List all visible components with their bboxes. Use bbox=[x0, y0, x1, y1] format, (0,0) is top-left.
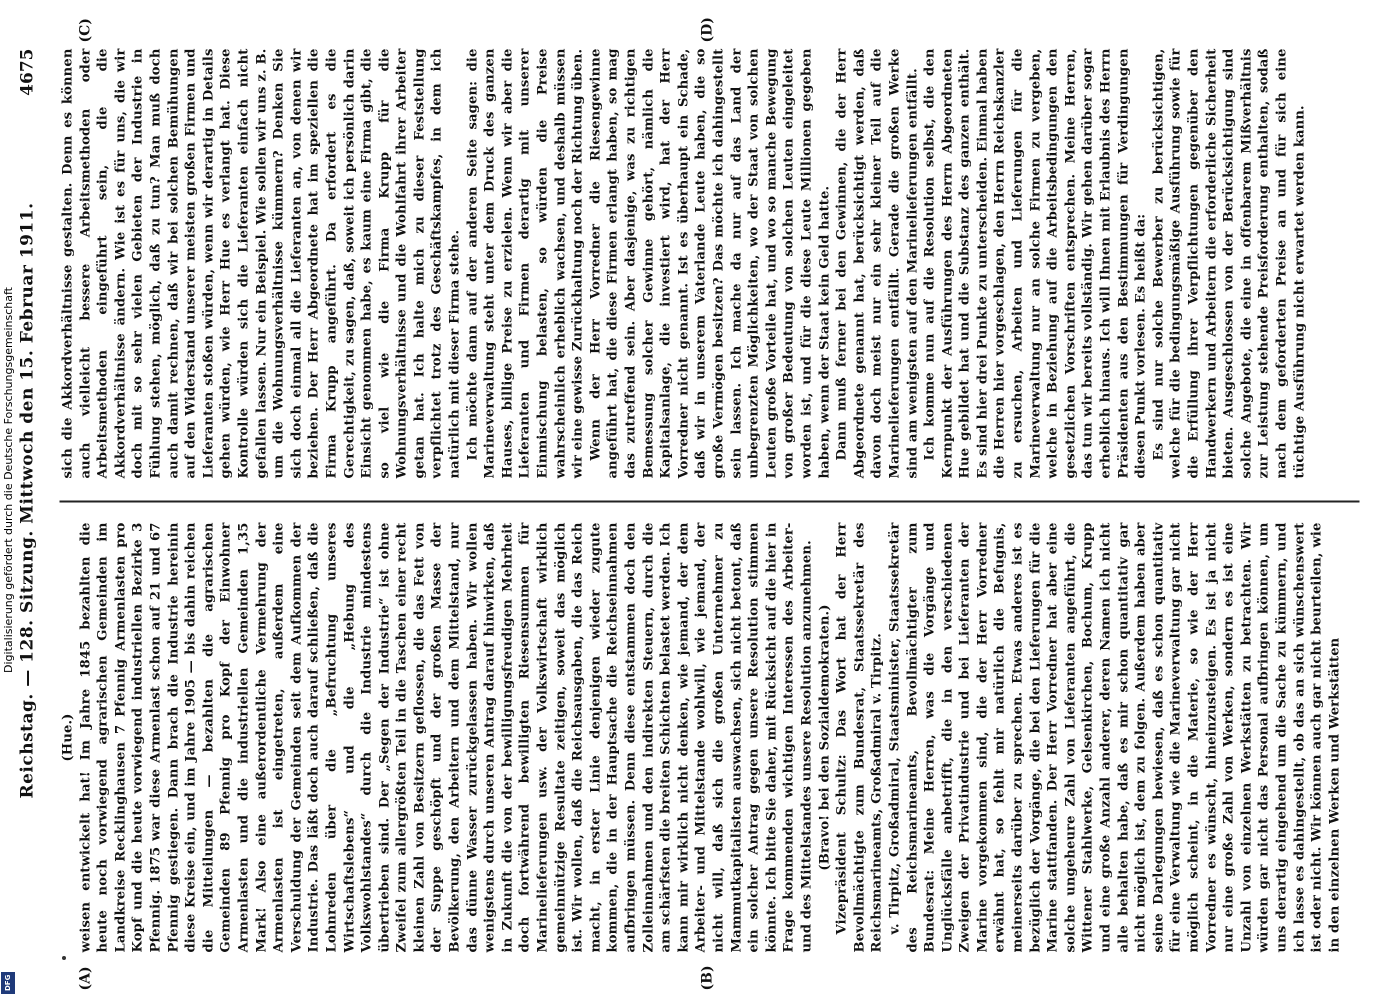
paragraph: weisen entwickelt hat! Im Jahre 1845 bezahlten die heute noch vorwiegend agrarischen Gemeinden im Landkreise Recklinghausen 7 Pfennig Armenlasten pro Kopf und die heute vorwiegend industriellen Bezirke 3 Pfennig. 1875 war diese Armenlast schon auf 21 und 67 Pfennig gestiegen. Dann brach die Industrie hereinin diese Kreise ein, und im Jahre 1905 — bis dahin reichen die Mitteilungen — bezahlten die agrarischen Gemeinden 89 Pfennig pro Kopf der Einwohner Armenlasten und die industriellen Gemeinden 1,35 Mark! Also eine außerordentliche Vermehrung der Armenlasten ist eingetreten, außerdem eine Verschuldung der Gemeinden seit dem Aufkommen der Industrie. Das läßt doch auch darauf schließen, daß die Lohnreden über die „Befruchtung unseres Wirtschaftslebens“ und die „Hebung des Volkswohlstandes“ durch die Industrie mindestens übertrieben sind. Der „Segen der Industrie“ ist ohne Zweifel zum allergrößten Teil in die Taschen einer recht kleinen Zahl von Besitzern geflossen, die das Fett von der Suppe geschöpft und der großen Masse der Bevölkerung, den Arbeitern und dem Mittelstand, nur das dünne Wasser zurückgelassen haben. Wir wollen wenigstens durch unseren Antrag darauf hinwirken, daß in Zukunft die von der bewilligungsfreudigen Mehrheit doch fortwährend bewilligten Riesensummen für Marinelieferungen usw. der Volkswirtschaft wirklich gemeinnützige Resultate zeitigen, soweit das möglich ist. Wir wollen, daß die Reichsausgaben, die das Reich macht, in erster Linie denjenigen wieder zugute kommen, die in der Hauptsache die Reichseinnahmen aufbringen müssen. Denn diese entstammen doch den Zolleinnahmen und den indirekten Steuern, durch die am schärfsten die breiten Schichten belastet werden. Ich kann mir wirklich nicht denken, wie jemand, der dem Arbeiter- und Mittelstande wohlwill, wie jemand, der nicht will, daß sich die großen Unternehmer zu Mammutkapitalisten auswachsen, sich nicht betont, daß ein solcher Antrag gegen unsere Resolution stimmen könnte. Ich bitte Sie daher, mit Rücksicht auf die hier in Frage kommenden wichtigen Interessen des Arbeiter- und des Mittelstandes unsere Resolution anzunehmen. bbox=[78, 522, 815, 953]
paragraph: Ich möchte dann auf der anderen Seite sagen: die Marineverwaltung steht unter dem Druck des ganzen Hauses, billige Preise zu erzielen. Wenn wir aber die Lieferanten und Firmen derartig mit unserer Einmischung belasten, so würden die Preise wahrscheinlich erheblich wachsen, und deshalb müssen wir eine gewisse Zurückhaltung noch der Richtung üben. bbox=[465, 48, 586, 479]
digitization-credit: Digitalisierung gefördert durch die Deutsche Forschungsgemeinschaft bbox=[2, 287, 15, 673]
margin-marker-c: (C) bbox=[77, 18, 94, 43]
paragraph: Dann muß ferner bei den Gewinnen, die der Herr Abgeordnete genannt hat, berücksichtigt werden, daß davon doch meist nur ein sehr kleiner Teil auf die Marinelieferungen entfällt. Gerade die großen Werke sind am wenigsten auf den Marinelieferungen entfällt. bbox=[834, 48, 920, 479]
speaker-tag: (Hue.) bbox=[60, 713, 76, 762]
paragraph: Ich komme nun auf die Resolution selbst, die den Kernpunkt der Ausführungen des Herrn Abgeordneten Hue gebildet hat und die Substanz des ganzen enthält. Es sind hier drei Punkte zu unterscheiden. Einmal haben die Herren hier vorgeschlagen, den Herrn Reichskanzler zu ersuchen, Arbeiten und Lieferungen für die Marineverwaltung nur an solche Firmen zu vergeben, welche in Beziehung auf die Arbeitsbedingungen den gesetzlichen Vorschriften entsprechen. Meine Herren, das tun wir bereits vollständig. Wir gehen darüber sogar erheblich hinaus. Ich will Ihnen mit Erlaubnis des Herrn Präsidenten aus den Bestimmungen für Verdingungen diesen Punkt vorlesen. Es heißt da: bbox=[922, 48, 1149, 479]
dfg-logo-icon: DFG bbox=[1, 972, 15, 994]
paragraph: sich die Akkordverhältnisse gestalten. Denn es können auch vielleicht bessere Arbeitsmethoden oder Arbeitsmethoden eingeführt sein, die die Akkordverhältnisse ändern. Wie ist es für uns, die wir doch mit so sehr vielen Gebieten der Industrie in Fühlung stehen, möglich, daß zu tun? Man muß doch auch damit rechnen, daß wir bei solchen Bemühungen auf den Widerstand unserer meisten großen Firmen und Lieferanten stoßen würden, wenn wir derartig in Details gehen würden, wie Herr Hue es verlangt hat. Diese Kontrolle würden sich die Lieferanten einfach nicht gefallen lassen. Nur ein Beispiel. Wie sollen wir uns z. B. um die Wohnungsverhältnisse kümmern? Denken Sie sich doch einmal all die Lieferanten an, von denen wir beziehen. Der Herr Abgeordnete hat im speziellen die Firma Krupp angeführt. Da erfordert es die Gerechtigkeit, zu sagen, daß, soweit ich persönlich darin Einsicht genommen habe, es kaum eine Firma gibt, die so viel wie die Firma Krupp für die Wohnungsverhältnisse und die Wohlfahrt ihrer Arbeiter getan hat. Ich halte mich zu dieser Feststellung verpflichtet trotz des Geschäftskampfes, in dem ich natürlich mit dieser Firma stehe. bbox=[60, 48, 463, 479]
margin-marker-b: (B) bbox=[699, 965, 716, 991]
applause-note: (Bravo! bei den Sozialdemokraten.) bbox=[817, 604, 833, 871]
right-column bbox=[60, 49, 1360, 479]
column-divider bbox=[60, 501, 1360, 503]
paragraph: Wenn der Herr Vorredner die Riesengewinne angeführt hat, die diese Firmen erlangt haben, so mag das zutreffend sein. Aber dasjenige, was zu richtigen Bemessung solcher Gewinne gehört, nämlich die Kapitalsanlage, die investiert wird, hat der Herr Vorredner nicht genannt. Ist es überhaupt ein Schade, daß wir in unserem Vaterlande Leute haben, die so große Vermögen besitzen? Das möchte ich dahingestellt sein lassen. Ich mache da nur auf das Land der unbegrenzten Möglichkeiten, wo der Staat von solchen Leuten große Vorteile hat, und wo so manche Bewegung von großer Bedeutung von solchen Leuten eingeleitet worden ist, und für die diese Leute Millionen gegeben haben, wenn der Staat kein Geld hatte. bbox=[588, 48, 833, 479]
header-title: Reichstag. — 128. Sitzung. Mittwoch den 15. Februar 1911. bbox=[17, 202, 38, 799]
paragraph: Vizepräsident Schultz: Das Wort hat der Herr Bevollmächtigte zum Bundesrat, Staatssekretär des Reichsmarineamts, Großadmiral v. Tirpitz. bbox=[834, 522, 885, 953]
page-number: 4675 bbox=[17, 48, 38, 96]
quotation: Es sind nur solche Bewerber zu berücksichtigen, welche für die bedingungsmäßige Ausführung sowie für die Erfüllung ihrer Verpflichtungen gegenüber den Handwerkern und Arbeitern die erforderliche Sicherheit bieten. Ausgeschlossen von der Berücksichtigung sind solche Angebote, die eine in offenbarem Mißverhältnis zur Leistung stehende Preisforderung enthalten, sodaß nach dem geforderten Preise an und für sich eine tüchtige Ausführung nicht erwartet werden kann. bbox=[1151, 48, 1308, 479]
scan-dot bbox=[62, 956, 66, 960]
paragraph: v. Tirpitz, Großadmiral, Staatsminister, Staatssekretär des Reichsmarineamts, Bevollmächtigter zum Bundesrat: Meine Herren, was die Vorgänge und Unglücksfälle anbetrifft, die in den verschiedenen Zweigen der Privatindustrie und bei Lieferanten der Marine vorgekommen sind, die der Herr Vorredner erwähnt hat, so fehlt mir natürlich die Befugnis, meinerseits darüber zu sprechen. Etwas anderes ist es bezüglich der Vorgänge, die bei den Lieferungen für die Marine stattfanden. Der Herr Vorredner hat aber eine solche ungeheure Zahl von Lieferanten angeführt, die Wittener Stahlwerke, Gelsenkirchen, Bochum, Krupp und eine große Anzahl anderer, deren Namen ich nicht alle behalten habe, daß es mir schon quantitativ gar nicht möglich ist, dem zu folgen. Außerdem haben aber seine Darlegungen bewiesen, daß es schon quantitativ für eine Verwaltung wie die Marineverwaltung gar nicht möglich scheint, in die Materie, so wie der Herr Vorredner es wünscht, hineinzusteigen. Es ist ja nicht nur eine große Zahl von Werken, sondern es ist eine Unzahl von einzelnen Werkstätten zu betrachten. Wir würden gar nicht das Personal aufbringen können, um uns derartig eingehend um die Sache zu kümmern, und ich lasse es dahingestellt, ob das an sich wünschenswert ist oder nicht. Wir können auch gar nicht beurteilen, wie in den einzelnen Werken und Werkstätten bbox=[887, 522, 1343, 953]
margin-marker-d: (D) bbox=[699, 17, 716, 43]
margin-marker-a: (A) bbox=[77, 966, 94, 991]
rotated-newspaper-page bbox=[0, 1, 1383, 1000]
left-column bbox=[60, 523, 1360, 953]
